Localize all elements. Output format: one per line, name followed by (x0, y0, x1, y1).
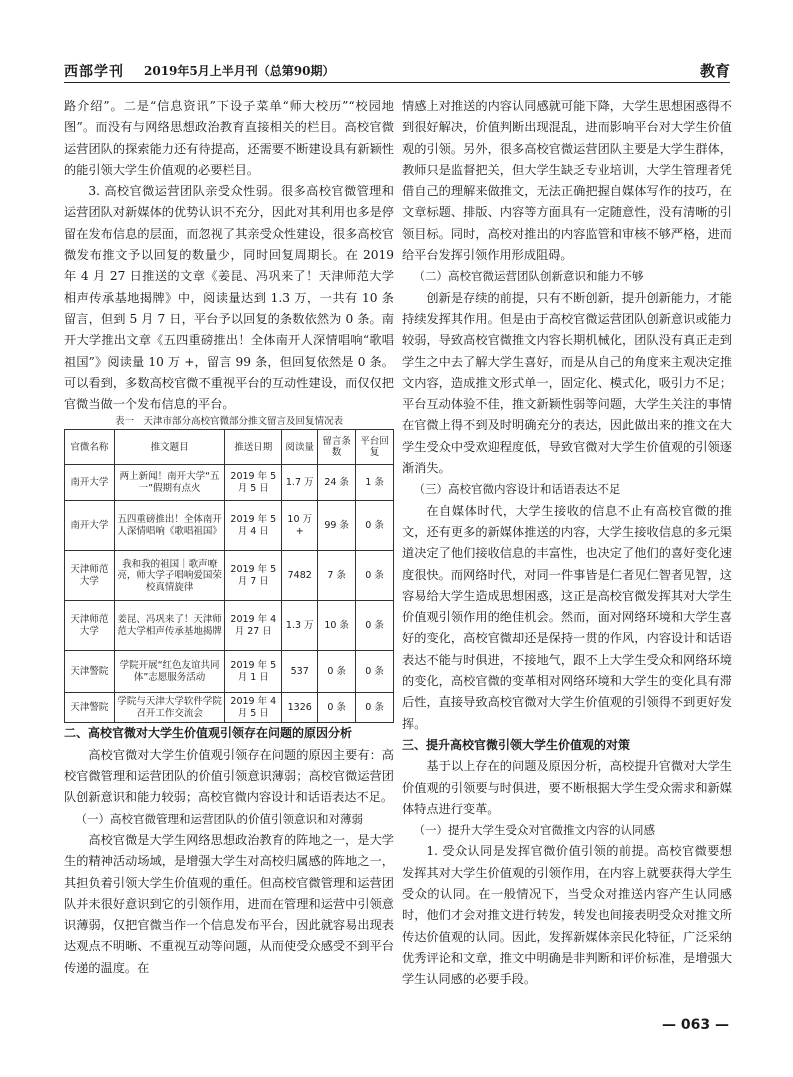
paragraph: 创新是存续的前提，只有不断创新，提升创新能力，才能持续发挥其作用。但是由于高校官微运营团队创新意识或能力较弱，导致高校官微推文内容长期机械化，团队没有真正走到学生之中去了解大学生喜好，而是从自己的角度来主观决定推文内容，造成推文形式单一，固定化、模式化，吸引力不足；平台互动体验不佳，推文新颖性弱等问题，大学生关注的事情在官微上得不到及时明确充分的表达，因此做出来的推文在大学生受众中受欢迎程度低，导致官微对大学生价值观的引领逐渐消失。 (402, 290, 732, 476)
column-header: 平台回复 (356, 430, 394, 465)
paragraph: 高校官微对大学生价值观引领存在问题的原因主要有：高校官微管理和运营团队的价值引领意识薄弱；高校官微运营团队创新意识和能力较弱；高校官微内容设计和话语表达不足。 (64, 747, 394, 805)
table-cell: 2019 年 4 月 5 日 (225, 693, 282, 723)
table-cell: 我和我的祖国｜歌声嘹亮，师大学子唱响爱国荣校真情旋律 (114, 551, 225, 601)
paragraph: 在自媒体时代，大学生接收的信息不止有高校官微的推文，还有更多的新媒体推送的内容，大学生接收信息的多元渠道决定了他们接收信息的丰富性，也决定了他们的喜好变化速度很快。而网络时代，对同一件事皆是仁者见仁智者见智，这容易给大学生造成思想困惑，这正是高校官微发挥其对大学生价值观引领作用的绝佳机会。然而，面对网络环境和大学生喜好的变化，高校官微却还是保持一贯的作风，内容设计和话语表达不能与时俱进，不接地气，跟不上大学生受众和网络环境的变化，高校官微的变革相对网络环境和大学生的变化具有滞后性，直接导致高校官微对大学生价值观的引领得不到更好发挥。 (402, 503, 732, 731)
table-cell: 537 (282, 651, 318, 693)
paragraph: 3. 高校官微运营团队亲受众性弱。很多高校官微管理和运营团队对新媒体的优势认识不充分，因此对其利用也多是停留在发布信息的层面，而忽视了其亲受众性建设，很多高校官微发布推文予以回复的数量少，同时回复周期长。在 2019 年 4 月 27 日推送的文章《姜昆、冯巩来了！天津师范大学相声传承基地揭牌》中，阅读量达到 1.3 万，一共有 10 条留言，但到 5 月 7 日，平台予以回复的条数依然为 0 条。南开大学推出文章《五四重磅推出！全体南开人深情唱响“歌唱祖国”》阅读量 10 万 +，留言 99 条，但回复依然是 0 条。可以看到，多数高校官微不重视平台的互动性建设，而仅仅把官微当做一个发布信息的平台。 (64, 184, 394, 412)
subsection-heading: （二）高校官微运营团队创新意识和能力不够 (413, 269, 644, 284)
table-cell: 7 条 (318, 551, 356, 601)
table-cell: 2019 年 4 月 27 日 (225, 601, 282, 651)
column-header: 推文题目 (114, 430, 225, 465)
column-header: 阅读量 (282, 430, 318, 465)
column-header: 推送日期 (225, 430, 282, 465)
paragraph: 高校官微是大学生网络思想政治教育的阵地之一，是大学生的精神活动场域，是增强大学生对高校归属感的阵地之一，其担负着引领大学生价值观的重任。但高校官微管理和运营团队并未很好意识到它的引领作用，进而在管理和运营中引领意识薄弱，仅把官微当作一个信息发布平台，因此就容易出现表达观点不明晰、不重视互动等问题，从而使受众感受不到平台传递的温度。在 (64, 832, 394, 975)
paragraph: 1. 受众认同是发挥官微价值引领的前提。高校官微要想发挥其对大学生价值观的引领作用，在内容上就要获得大学生受众的认同。在一般情况下，当受众对推送内容产生认同感时，他们才会对推文进行转发，转发也间接表明受众对推文所传达价值观的认同。因此，发挥新媒体亲民化特征，广泛采纳优秀评论和文章，推文中明确是非判断和评价标准，是增强大学生认同感的必要手段。 (402, 844, 732, 987)
table-cell: 2019 年 5 月 7 日 (225, 551, 282, 601)
section-heading: 二、高校官微对大学生价值观引领存在问题的原因分析 (64, 726, 353, 741)
table-row (65, 501, 394, 551)
table-cell: 南开大学 (65, 501, 115, 551)
table-cell: 学院与天津大学软件学院召开工作交流会 (114, 693, 225, 723)
table-cell: 0 条 (356, 651, 394, 693)
table-cell: 24 条 (318, 465, 356, 501)
paragraph: 基于以上存在的问题及原因分析，高校提升官微对大学生价值观的引领要与时俱进，要不断根据大学生受众需求和新媒体特点进行变革。 (402, 759, 732, 816)
table-cell: 0 条 (356, 601, 394, 651)
table-cell: 学院开展“红色友谊共同体”志愿服务活动 (114, 651, 225, 693)
table-row (65, 693, 394, 723)
table-cell: 7482 (282, 551, 318, 601)
table-cell: 天津师范大学 (65, 601, 115, 651)
table-row (65, 601, 394, 651)
table-cell: 1.3 万 (282, 601, 318, 651)
table-cell: 天津警院 (65, 651, 115, 693)
right-column (402, 96, 732, 990)
table-caption: 表一 天津市部分高校官微部分推文留言及回复情况表 (114, 416, 343, 428)
table-cell: 2019 年 5 月 4 日 (225, 501, 282, 551)
table-cell: 两上新闻！南开大学“五一”假期有点火 (114, 465, 225, 501)
table-cell: 0 条 (356, 551, 394, 601)
column-header: 留言条数 (318, 430, 356, 465)
table-cell: 10 万 + (282, 501, 318, 551)
table-cell: 99 条 (318, 501, 356, 551)
subsection-heading: （三）高校官微内容设计和话语表达不足 (413, 482, 621, 497)
table-cell: 南开大学 (65, 465, 115, 501)
journal-logo: 西部学刊 (64, 64, 124, 80)
table-cell: 五四重磅推出！全体南开人深情唱响《歌唱祖国》 (114, 501, 225, 551)
table-header-row (65, 430, 394, 465)
data-table (64, 429, 394, 723)
page-number: — 063 — (662, 1017, 729, 1033)
section-heading: 三、提升高校官微引领大学生价值观的对策 (402, 737, 631, 752)
table-cell: 天津警院 (65, 693, 115, 723)
table-cell: 天津师范大学 (65, 551, 115, 601)
paragraph: 情感上对推送的内容认同感就可能下降，大学生思想困惑得不到很好解决，价值判断出现混乱，进而影响平台对大学生价值观的引领。另外，很多高校官微运营团队主要是大学生群体，教师只是监督把关，但大学生缺乏专业培训，大学生管理者凭借自己的理解来做推文，无法正确把握自媒体写作的技巧，在文章标题、排版、内容等方面具有一定随意性，没有清晰的引领目标。同时，高校对推出的内容监管和审核不够严格，进而给平台发挥引领作用形成阻碍。 (402, 99, 732, 263)
subsection-heading: （一）高校官微管理和运营团队的价值引领意识和对薄弱 (75, 811, 363, 826)
left-column (64, 96, 394, 979)
section-title: 教育 (699, 62, 730, 80)
table-cell: 2019 年 5 月 1 日 (225, 651, 282, 693)
table-cell: 0 条 (356, 501, 394, 551)
subsection-heading: （一）提升大学生受众对官微推文内容的认同感 (413, 823, 655, 838)
table-cell: 10 条 (318, 601, 356, 651)
table-row (65, 551, 394, 601)
paragraph: 路介绍”。二是“信息资讯”下设子菜单“师大校历”“校园地图”。而没有与网络思想政治教育直接相关的栏目。高校官微运营团队的探索能力还有待提高，还需要不断建设具有新颖性的能引领大学生价值观的必要栏目。 (64, 99, 394, 177)
issue-info: 2019年5月上半月刊（总第90期） (144, 64, 335, 78)
table-row (65, 651, 394, 693)
table-row (65, 465, 394, 501)
table-cell: 1 条 (356, 465, 394, 501)
table-cell: 2019 年 5 月 5 日 (225, 465, 282, 501)
table-cell: 0 条 (318, 651, 356, 693)
table-cell: 1326 (282, 693, 318, 723)
column-header: 官微名称 (65, 430, 115, 465)
page-header (64, 58, 730, 83)
table-cell: 0 条 (318, 693, 356, 723)
table-cell: 0 条 (356, 693, 394, 723)
table-cell: 1.7 万 (282, 465, 318, 501)
table-cell: 姜昆、冯巩来了！天津师范大学相声传承基地揭牌 (114, 601, 225, 651)
